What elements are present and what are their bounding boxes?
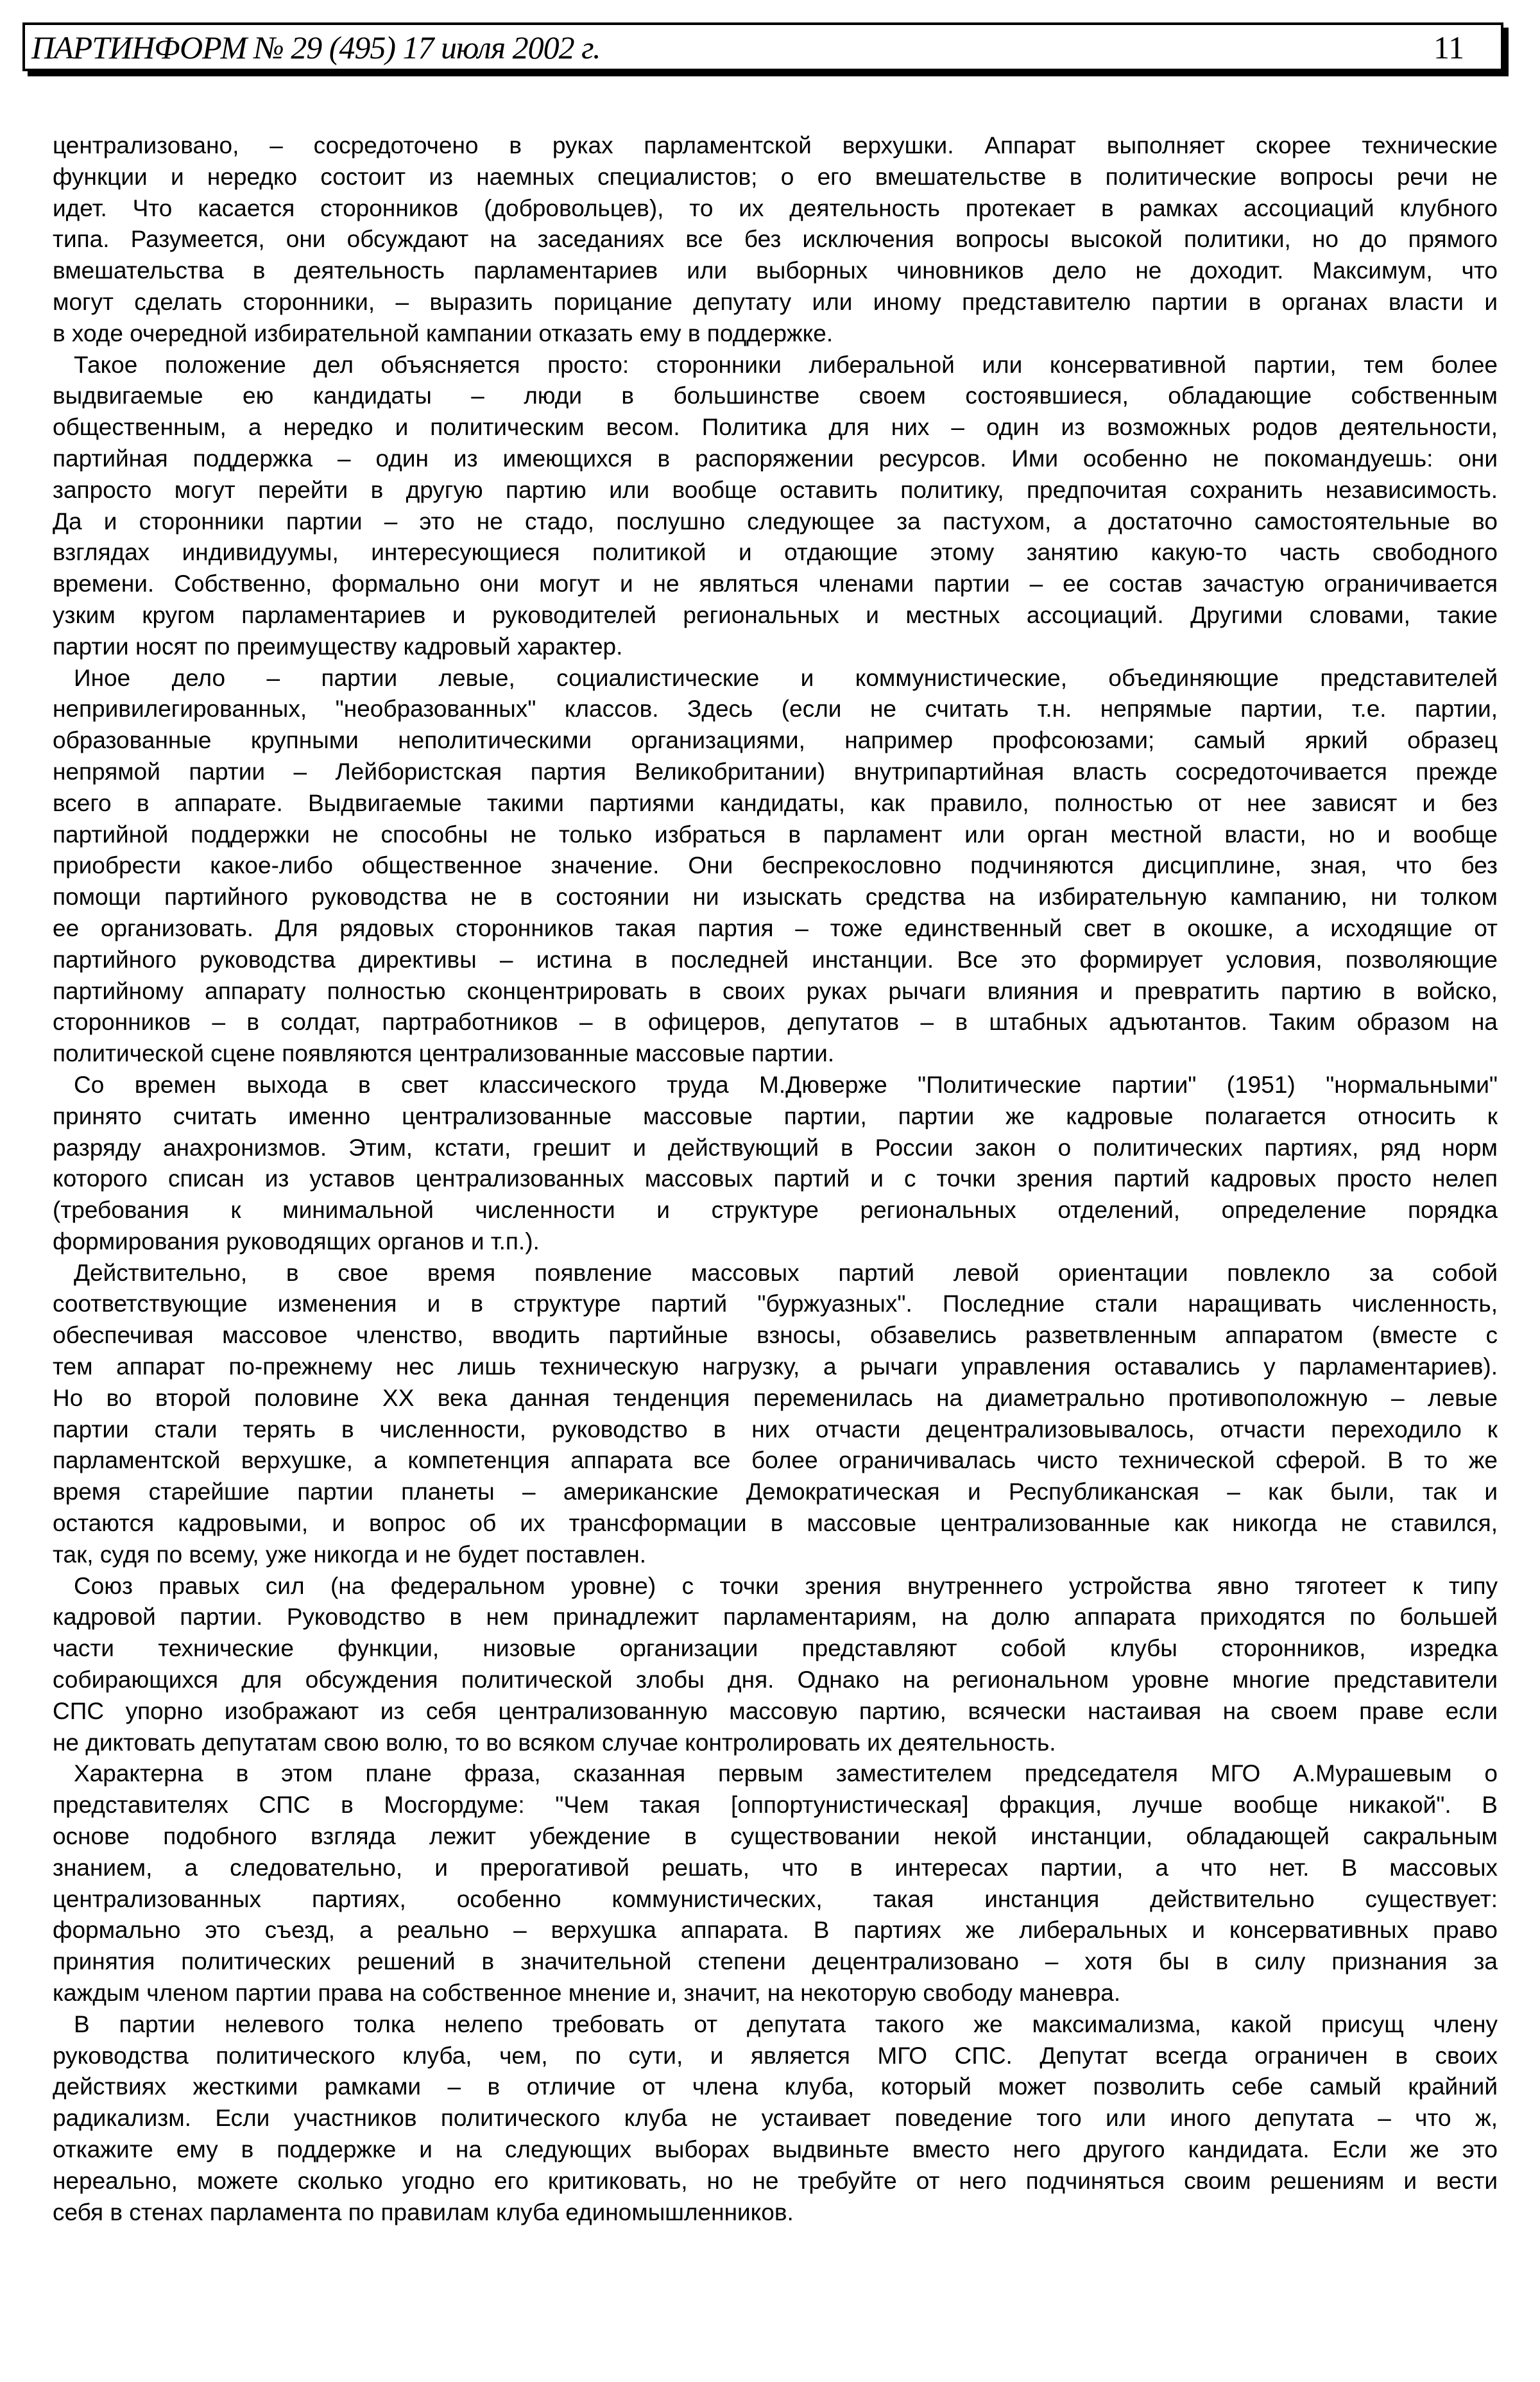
text-line: которого списан из уставов централизованных массовых партий и с точки зрения партий кадровых просто нелеп <box>53 1165 1498 1192</box>
text-line: помощи партийного руководства не в состоянии ни изыскать средства на избирательную кампанию, ни толком <box>53 884 1498 911</box>
paragraph <box>53 1571 1498 1759</box>
text-line: сторонников – в солдат, партработников – в офицеров, депутатов – в штабных адъютантов. Таким образом на <box>53 1009 1498 1036</box>
text-line: радикализм. Если участников политического клуба не устаивает поведение того или иного депутата – что ж, <box>53 2105 1498 2132</box>
text-line: собирающихся для обсуждения политической злобы дня. Однако на региональном уровне многие представители <box>53 1667 1498 1693</box>
text-line: Да и сторонники партии – это не стадо, послушно следующее за пастухом, а достаточно самостоятельные во <box>53 508 1498 535</box>
text-line: партии стали терять в численности, руководство в них отчасти децентрализовывалось, отчасти переходило к <box>53 1416 1498 1443</box>
text-line: Действительно, в свое время появление массовых партий левой ориентации повлекло за собой <box>74 1259 1498 1286</box>
paragraph <box>53 350 1498 663</box>
page-number: 11 <box>1433 30 1465 65</box>
text-line: выдвигаемые ею кандидаты – люди в большинстве своем состоявшиеся, обладающие собственным <box>53 382 1498 409</box>
text-line: части технические функции, низовые организации представляют собой клубы сторонников, изредка <box>53 1635 1498 1662</box>
text-line: кадровой партии. Руководство в нем принадлежит парламентариям, на долю аппарата приходятся по большей <box>53 1604 1498 1631</box>
text-line: вмешательства в деятельность парламентариев или выборных чиновников дело не доходит. Максимум, что <box>53 257 1498 284</box>
text-line: Со времен выхода в свет классического труда М.Дюверже "Политические партии" (1951) "нормальными" <box>74 1071 1498 1098</box>
text-line: идет. Что касается сторонников (добровольцев), то их деятельность протекает в рамках ассоциаций клубного <box>53 194 1498 221</box>
text-line: непривилегированных, "необразованных" классов. Здесь (если не считать т.н. непрямые партии, т.е. партии, <box>53 696 1498 723</box>
text-line: непрямой партии – Лейбористская партия Великобритании) внутрипартийная власть сосредоточивается прежде <box>53 758 1498 785</box>
text-line: партийная поддержка – один из имеющихся в распоряжении ресурсов. Ими особенно не покомандуешь: они <box>53 445 1498 472</box>
text-line: формально это съезд, а реально – верхушка аппарата. В партиях же либеральных и консервативных право <box>53 1917 1498 1944</box>
article-body <box>53 130 1498 2228</box>
text-line: действиях жесткими рамками – в отличие от члена клуба, который может позволить себе самый крайний <box>53 2073 1498 2100</box>
text-line: соответствующие изменения и в структуре партий "буржуазных". Последние стали наращивать численность, <box>53 1290 1498 1317</box>
text-line: партии носят по преимуществу кадровый характер. <box>53 633 623 660</box>
text-line: политической сцене появляются централизованные массовые партии. <box>53 1040 835 1067</box>
text-line: приобрести какое-либо общественное значение. Они беспрекословно подчиняются дисциплине, зная, что без <box>53 852 1498 879</box>
text-line: типа. Разумеется, они обсуждают на заседаниях все без исключения вопросы высокой политики, но до прямого <box>53 226 1498 253</box>
text-line: образованные крупными неполитическими организациями, например профсоюзами; самый яркий образец <box>53 727 1498 754</box>
paragraph <box>53 1258 1498 1571</box>
text-line: не диктовать депутатам свою волю, то во всяком случае контролировать их деятельность. <box>53 1729 1056 1756</box>
text-line: принято считать именно централизованные массовые партии, партии же кадровые полагается относить к <box>53 1102 1498 1129</box>
text-line: СПС упорно изображают из себя централизованную массовую партию, всячески настаивая на своем праве если <box>53 1697 1498 1724</box>
text-line: ее организовать. Для рядовых сторонников такая партия – тоже единственный свет в окошке, а исходящие от <box>53 914 1498 941</box>
text-line: разряду анахронизмов. Этим, кстати, грешит и действующий в России закон о политических партиях, ряд норм <box>53 1134 1498 1161</box>
text-line: формирования руководящих органов и т.п.). <box>53 1228 540 1255</box>
text-line: В партии нелевого толка нелепо требовать от депутата такого же максимализма, какой присущ члену <box>74 2010 1498 2037</box>
text-line: Союз правых сил (на федеральном уровне) с точки зрения внутреннего устройства явно тяготеет к типу <box>74 1572 1498 1599</box>
text-line: функции и нередко состоит из наемных специалистов; о его вмешательстве в политические вопросы речи не <box>53 163 1498 190</box>
text-line: времени. Собственно, формально они могут и не являться членами партии – ее состав зачастую ограничивается <box>53 570 1498 597</box>
text-line: знанием, а следовательно, и прерогативой решать, что в интересах партии, а что нет. В массовых <box>53 1854 1498 1881</box>
publication-title: ПАРТИНФОРМ № 29 (495) 17 июля 2002 г. <box>31 30 601 65</box>
text-line: партийного руководства директивы – истина в последней инстанции. Все это формирует условия, позволяющие <box>53 946 1498 973</box>
text-line: могут сделать сторонники, – выразить порицание депутату или иному представителю партии в органах власти и <box>53 288 1498 315</box>
text-line: откажите ему в поддержке и на следующих выборах выдвиньте вместо него другого кандидата. Если же это <box>53 2136 1498 2163</box>
text-line: так, судя по всему, уже никогда и не будет поставлен. <box>53 1541 646 1568</box>
text-line: запросто могут перейти в другую партию или вообще оставить политику, предпочитая сохранить независимость. <box>53 476 1498 503</box>
text-line: руководства политического клуба, чем, по сути, и является МГО СПС. Депутат всегда ограничен в своих <box>53 2042 1498 2069</box>
text-line: Иное дело – партии левые, социалистические и коммунистические, объединяющие представителей <box>74 664 1498 691</box>
paragraph <box>53 130 1498 350</box>
text-line: централизованных партиях, особенно коммунистических, такая инстанция действительно существует: <box>53 1885 1498 1912</box>
text-line: узким кругом парламентариев и руководителей региональных и местных ассоциаций. Другими словами, такие <box>53 601 1498 628</box>
text-line: тем аппарат по-прежнему нес лишь техническую нагрузку, а рычаги управления оставались у парламентариев). <box>53 1353 1498 1380</box>
text-line: Характерна в этом плане фраза, сказанная первым заместителем председателя МГО А.Мурашевым о <box>74 1760 1498 1787</box>
text-line: (требования к минимальной численности и структуре региональных отделений, определение порядка <box>53 1197 1498 1224</box>
text-line: представителях СПС в Мосгордуме: "Чем такая [оппортунистическая] фракция, лучше вообще никакой". В <box>53 1792 1498 1819</box>
text-line: всего в аппарате. Выдвигаемые такими партиями кандидаты, как правило, полностью от нее зависят и без <box>53 789 1498 816</box>
text-line: время старейшие партии планеты – американские Демократическая и Республиканская – как были, так и <box>53 1478 1498 1505</box>
paragraph <box>53 1758 1498 2009</box>
text-line: остаются кадровыми, и вопрос об их трансформации в массовые централизованные как никогда не ставился, <box>53 1510 1498 1537</box>
text-line: партийной поддержки не способны не только избраться в парламент или орган местной власти, но и вообще <box>53 821 1498 848</box>
text-line: обеспечивая массовое членство, вводить партийные взносы, обзавелись разветвленным аппаратом (вместе с <box>53 1322 1498 1349</box>
text-line: основе подобного взгляда лежит убеждение в существовании некой инстанции, обладающей сакральным <box>53 1823 1498 1850</box>
text-line: себя в стенах парламента по правилам клуба единомышленников. <box>53 2198 794 2225</box>
text-line: Но во второй половине XX века данная тенденция переменилась на диаметрально противоположную – левые <box>53 1384 1498 1411</box>
page-header <box>22 22 1503 71</box>
paragraph <box>53 1070 1498 1258</box>
text-line: взглядах индивидуумы, интересующиеся политикой и отдающие этому занятию какую-то часть свободного <box>53 539 1498 566</box>
text-line: парламентской верхушке, а компетенция аппарата все более ограничивалась чисто технической сферой. В то же <box>53 1447 1498 1474</box>
text-line: нереально, можете сколько угодно его критиковать, но не требуйте от него подчиняться своим решениям и вести <box>53 2167 1498 2194</box>
text-line: общественным, а нередко и политическим весом. Политика для них – один из возможных родов деятельности, <box>53 414 1498 441</box>
paragraph <box>53 663 1498 1070</box>
text-line: принятия политических решений в значительной степени децентрализовано – хотя бы в силу признания за <box>53 1948 1498 1975</box>
paragraph <box>53 2009 1498 2229</box>
text-line: Такое положение дел объясняется просто: сторонники либеральной или консервативной партии, тем более <box>74 351 1498 378</box>
text-line: централизовано, – сосредоточено в руках парламентской верхушки. Аппарат выполняет скорее технические <box>53 132 1498 159</box>
text-line: партийному аппарату полностью сконцентрировать в своих руках рычаги влияния и превратить партию в войско, <box>53 977 1498 1004</box>
text-line: в ходе очередной избирательной кампании отказать ему в поддержке. <box>53 320 834 347</box>
text-line: каждым членом партии права на собственное мнение и, значит, на некоторую свободу маневра. <box>53 1980 1121 2007</box>
